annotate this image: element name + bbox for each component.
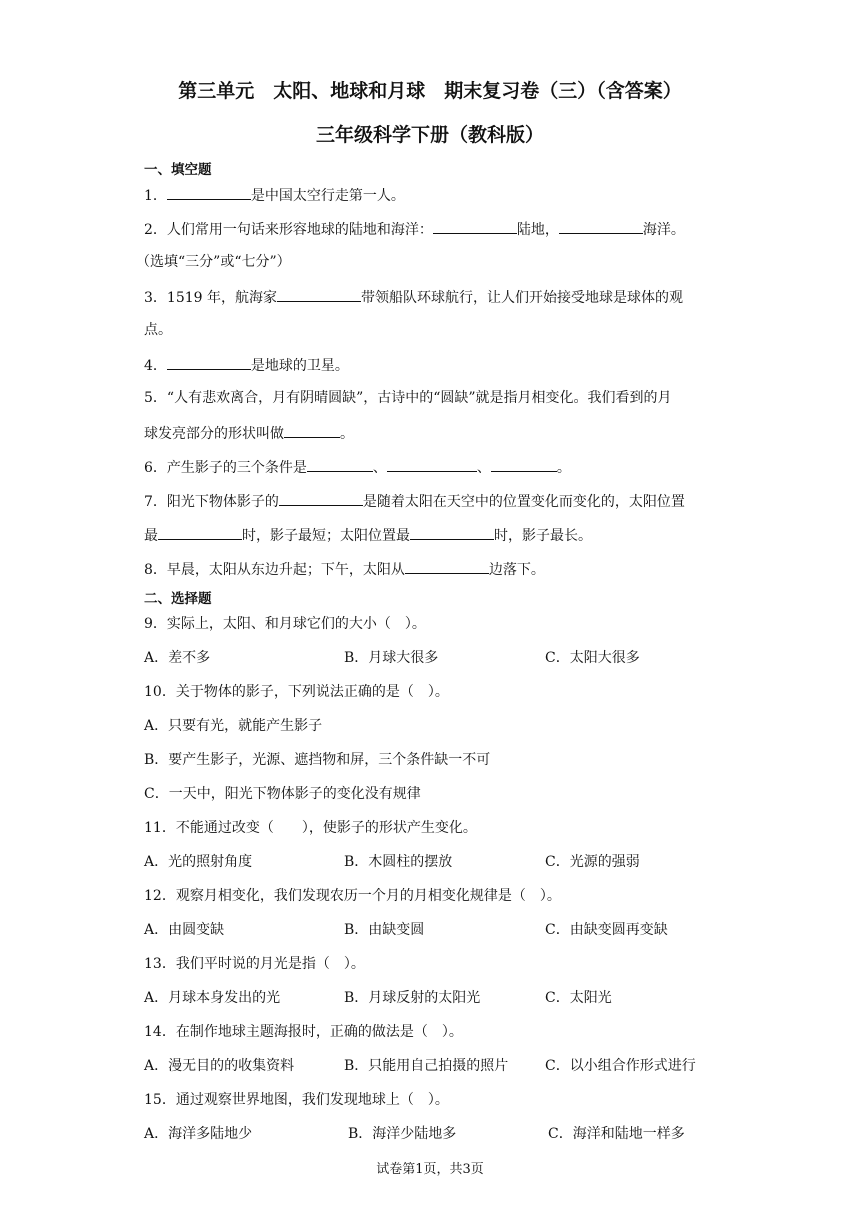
choice-question-11: 11．不能通过改变（ ），使影子的形状产生变化。 [144,820,477,836]
option-c: C．以小组合作形式进行 [545,1058,696,1074]
option-b: B．由缺变圆 [344,922,425,938]
answer-blank [387,456,477,472]
option-b: B．只能用自己拍摄的照片 [344,1058,509,1074]
option-a: A．差不多 [144,650,211,666]
page-title: 第三单元 太阳、地球和月球 期末复习卷（三）（含答案） [178,80,682,102]
option-a: A．月球本身发出的光 [144,990,281,1006]
fill-question-1: 1． 是中国太空行走第一人。 [144,184,405,206]
answer-blank [559,218,643,234]
fill-question-3: 3．1519 年，航海家 带领船队环球航行，让人们开始接受地球是球体的观 [144,286,683,308]
fill-question-5-cont: 球发亮部分的形状叫做 。 [144,422,354,444]
fill-question-2-note: （选填“三分”或“七分”） [136,254,291,270]
option-b: B．要产生影子，光源、遮挡物和屏，三个条件缺一不可 [144,752,491,768]
fill-question-8: 8．早晨，太阳从东边升起；下午，太阳从 边落下。 [144,558,545,580]
option-c: C．太阳光 [545,990,612,1006]
answer-blank [284,422,340,438]
fill-question-4: 4． 是地球的卫星。 [144,354,349,376]
option-c: C．由缺变圆再变缺 [545,922,668,938]
option-b: B．月球反射的太阳光 [344,990,481,1006]
option-b: B．海洋少陆地多 [348,1126,457,1142]
option-a: A．只要有光，就能产生影子 [144,718,323,734]
page-subtitle: 三年级科学下册（教科版） [315,124,544,146]
answer-blank [167,184,251,200]
choice-question-15: 15．通过观察世界地图，我们发现地球上（ ）。 [144,1092,449,1108]
answer-blank [277,286,361,302]
answer-blank [279,490,363,506]
option-a: A．海洋多陆地少 [144,1126,253,1142]
fill-question-7: 7．阳光下物体影子的 是随着太阳在天空中的位置变化而变化的，太阳位置 [144,490,685,512]
option-b: B．月球大很多 [344,650,439,666]
fill-question-5: 5．“人有悲欢离合，月有阴晴圆缺”，古诗中的“圆缺”就是指月相变化。我们看到的月 [144,390,672,406]
choice-question-12: 12．观察月相变化，我们发现农历一个月的月相变化规律是（ ）。 [144,888,561,904]
answer-blank [433,218,517,234]
choice-question-9: 9．实际上，太阳、和月球它们的大小（ ）。 [144,616,426,632]
answer-blank [405,558,489,574]
section-choice-heading: 二、选择题 [144,591,212,607]
option-a: A．漫无目的的收集资料 [144,1058,295,1074]
option-c: C．太阳大很多 [545,650,640,666]
fill-question-6: 6．产生影子的三个条件是 、 、 。 [144,456,571,478]
answer-blank [158,524,242,540]
section-fill-heading: 一、填空题 [144,162,212,178]
choice-question-13: 13．我们平时说的月光是指（ ）。 [144,956,365,972]
choice-question-14: 14．在制作地球主题海报时，正确的做法是（ ）。 [144,1024,463,1040]
option-c: C．一天中，阳光下物体影子的变化没有规律 [144,786,421,802]
option-a: A．光的照射角度 [144,854,253,870]
option-a: A．由圆变缺 [144,922,225,938]
fill-question-3-cont: 点。 [144,322,172,338]
option-b: B．木圆柱的摆放 [344,854,453,870]
answer-blank [167,354,251,370]
page-footer: 试卷第1页，共3页 [376,1162,484,1177]
option-c: C．光源的强弱 [545,854,640,870]
answer-blank [307,456,373,472]
fill-question-2: 2．人们常用一句话来形容地球的陆地和海洋： 陆地， 海洋。 [144,218,685,240]
answer-blank [410,524,494,540]
choice-question-10: 10．关于物体的影子，下列说法正确的是（ ）。 [144,684,449,700]
fill-question-7-cont: 最 时，影子最短；太阳位置最 时，影子最长。 [144,524,592,546]
option-c: C．海洋和陆地一样多 [548,1126,685,1142]
answer-blank [491,456,557,472]
